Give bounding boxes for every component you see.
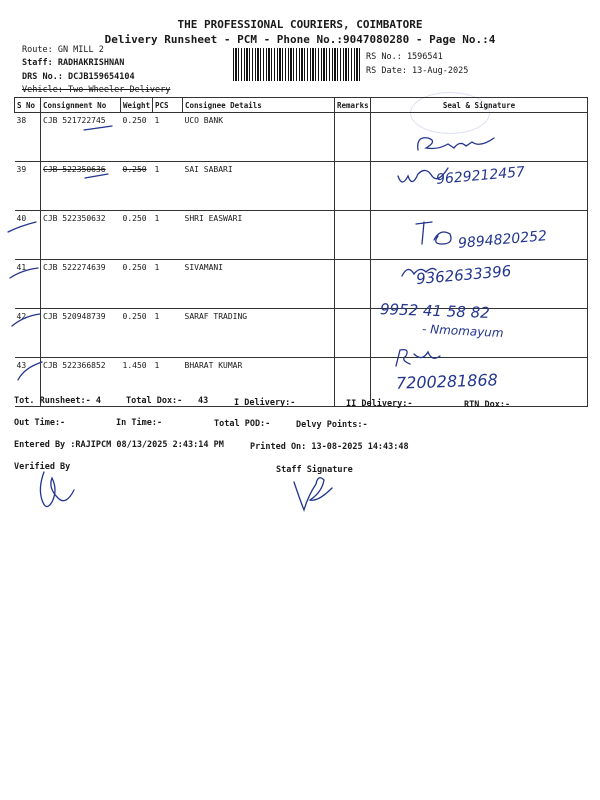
- cell-pcs: 1: [153, 260, 183, 309]
- total-pod: Total POD:-: [214, 419, 271, 429]
- staff-label: Staff: RADHAKRISHNAN: [22, 58, 125, 68]
- cell-weight: 1.450: [121, 358, 153, 407]
- cell-consignee: SAI SABARI: [183, 162, 335, 211]
- total-runsheet: Tot. Runsheet:- 4: [14, 396, 101, 406]
- out-time: Out Time:-: [14, 418, 66, 428]
- header-pcs: PCS: [153, 98, 183, 113]
- signature-uco-bank: [408, 132, 498, 158]
- verified-by-label: Verified By: [14, 462, 71, 472]
- entered-by: Entered By :RAJIPCM 08/13/2025 2:43:14 PM: [14, 440, 224, 450]
- handwritten-phone-row41: 9362633396: [415, 261, 513, 289]
- staff-signature-mark: [288, 470, 338, 516]
- cell-sno: 41: [15, 260, 41, 309]
- header-remarks: Remarks: [335, 98, 371, 113]
- signature-shri-easwari: [410, 218, 460, 252]
- cell-consignment: CJB 520948739: [41, 309, 121, 358]
- handwritten-name-row42: - Nmomayum: [421, 321, 504, 341]
- cell-consignee: SIVAMANI: [183, 260, 335, 309]
- cell-consignment: CJB 521722745: [41, 113, 121, 162]
- handwritten-phone-row43: 7200281868: [395, 370, 499, 393]
- cell-pcs: 1: [153, 211, 183, 260]
- printed-on: Printed On: 13-08-2025 14:43:48: [250, 442, 409, 452]
- delvy-points: Delvy Points:-: [296, 420, 368, 430]
- cell-sno: 39: [15, 162, 41, 211]
- header-sno: S No: [15, 98, 41, 113]
- cell-weight: 0.250: [121, 211, 153, 260]
- route-label: Route: GN MILL 2: [22, 45, 104, 55]
- cell-weight: 0.250: [121, 309, 153, 358]
- drs-number: DRS No.: DCJB159654104: [22, 72, 135, 82]
- verifier-signature: [30, 468, 80, 516]
- cell-consignee: BHARAT KUMAR: [183, 358, 335, 407]
- cell-pcs: 1: [153, 162, 183, 211]
- cell-pcs: 1: [153, 358, 183, 407]
- weight-text: 0.250: [122, 165, 147, 174]
- cell-weight: 0.250: [121, 113, 153, 162]
- in-time: In Time:-: [116, 418, 163, 428]
- cell-sno: 38: [15, 113, 41, 162]
- rs-date: RS Date: 13-Aug-2025: [366, 66, 469, 76]
- rs-number: RS No.: 1596541: [366, 52, 443, 62]
- handwritten-phone-row40: 9894820252: [457, 228, 548, 252]
- runsheet-subtitle: Delivery Runsheet - PCM - Phone No.:9047080280 - Page No.:4: [104, 33, 496, 46]
- cell-consignment: CJB 522350632: [41, 211, 121, 260]
- header-consignment: Consignment No: [41, 98, 121, 113]
- cell-sno: 40: [15, 211, 41, 260]
- total-dox-value: 43: [198, 396, 209, 406]
- cell-consignment: CJB 522366852: [41, 358, 121, 407]
- cell-consignee: SARAF TRADING: [183, 309, 335, 358]
- cell-consignment: CJB 522274639: [41, 260, 121, 309]
- rtn-dox: RTN Dox:-: [464, 400, 511, 410]
- handwritten-phone-row42: 9952 41 58 82: [379, 300, 491, 322]
- consignment-text: CJB 522350636: [43, 165, 106, 174]
- cell-pcs: 1: [153, 113, 183, 162]
- cell-sno: 43: [15, 358, 41, 407]
- header-consignee: Consignee Details: [183, 98, 335, 113]
- cell-sno: 42: [15, 309, 41, 358]
- cell-consignee: UCO BANK: [183, 113, 335, 162]
- signature-bharat-kumar: [392, 346, 442, 370]
- handwritten-phone-row39: 9629212457: [435, 164, 526, 188]
- header-seal-signature: Seal & Signature: [371, 98, 588, 113]
- total-dox-label: Total Dox:-: [126, 396, 183, 406]
- cell-consignee: SHRI EASWARI: [183, 211, 335, 260]
- vehicle-label: Vehicle: Two Wheeler Delivery: [22, 85, 171, 95]
- ii-delivery: II Delivery:-: [346, 399, 413, 409]
- cell-pcs: 1: [153, 309, 183, 358]
- cell-weight: 0.250: [121, 260, 153, 309]
- i-delivery: I Delivery:-: [234, 398, 296, 408]
- staff-signature-label: Staff Signature: [276, 465, 353, 475]
- header-weight: Weight: [121, 98, 153, 113]
- company-title: THE PROFESSIONAL COURIERS, COIMBATORE: [177, 18, 423, 31]
